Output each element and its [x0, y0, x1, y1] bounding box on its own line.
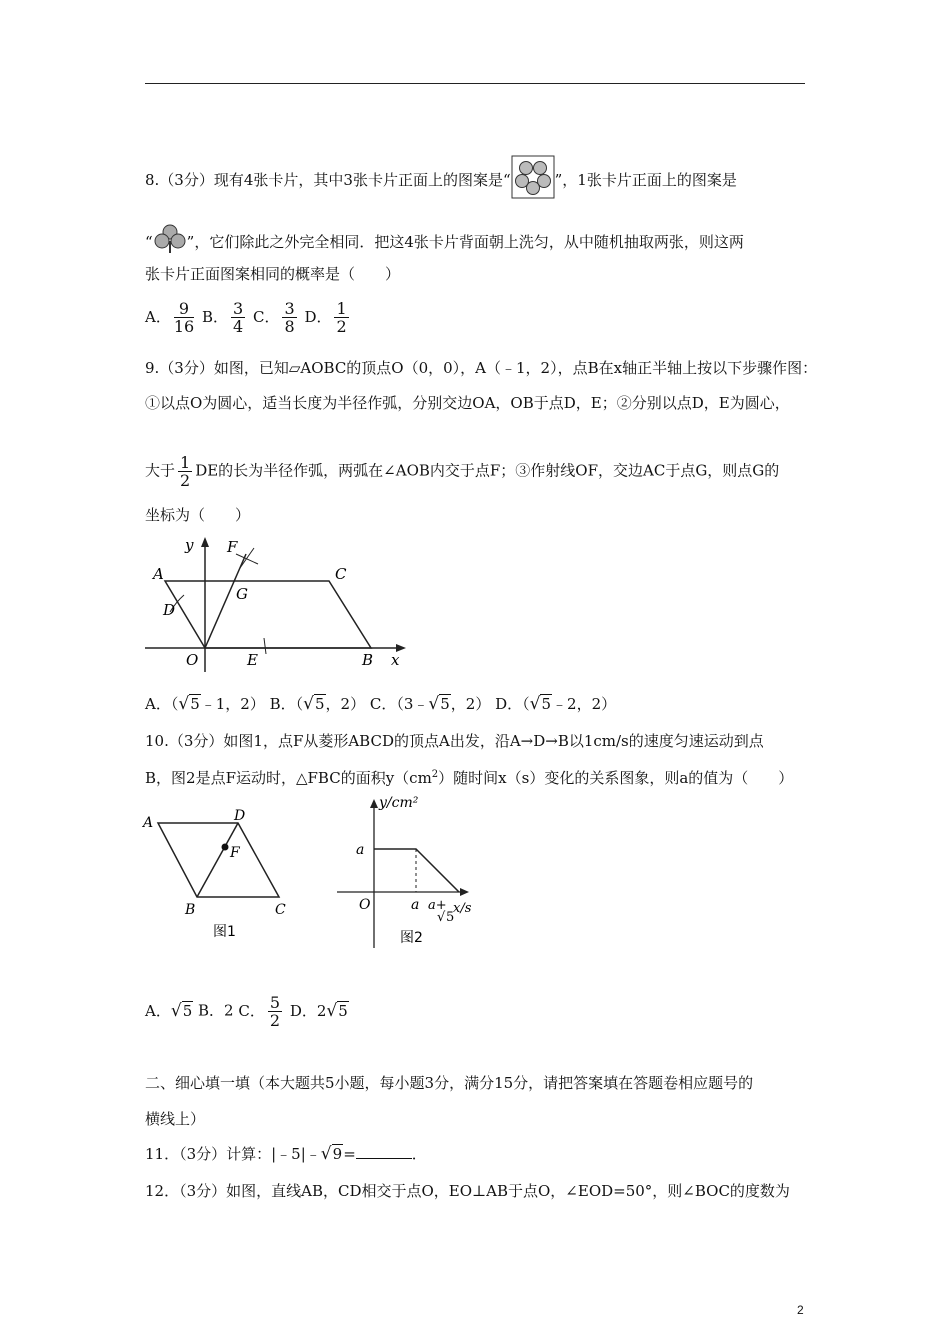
q9-text: 大于 — [145, 461, 176, 480]
label-x: x — [391, 651, 400, 669]
tail: ﹣1，2） — [200, 695, 265, 713]
section2-line1: 二、细心填一填（本大题共5小题，每小题3分，满分15分，请把答案填在答题卷相应题号的 — [145, 1074, 754, 1092]
label-f: F — [227, 538, 238, 556]
denominator: 2 — [336, 317, 347, 336]
label: C． — [252, 307, 280, 326]
q10-option-a[interactable] — [145, 1002, 193, 1020]
q10-option-b[interactable] — [198, 1002, 234, 1020]
numerator: 1 — [336, 299, 347, 318]
label: D．（ — [495, 695, 530, 713]
q8-text-b: ”，1张卡片正面上的图案是 — [554, 171, 737, 189]
fraction — [282, 300, 296, 335]
q9-line2: ①以点O为圆心，适当长度为半径作弧，分别交边OA，OB于点D，E；②分别以点D，E为圆心， — [145, 394, 790, 412]
fraction — [174, 300, 194, 335]
parallelogram-aobc — [165, 581, 371, 648]
q8-line1 — [145, 155, 737, 199]
q8-option-c[interactable] — [252, 299, 300, 336]
denominator: 2 — [180, 471, 191, 490]
figure-caption: 图1 — [213, 924, 236, 940]
fraction — [231, 300, 245, 335]
tail: ，2） — [450, 695, 491, 713]
q9-option-d[interactable] — [495, 695, 616, 713]
fraction — [268, 994, 282, 1029]
q9-option-c[interactable] — [370, 695, 490, 713]
sqrt-symbol: √ — [437, 910, 446, 925]
numerator: 1 — [180, 453, 191, 472]
q10-options — [145, 994, 349, 1029]
sqrt: √5 — [178, 694, 200, 714]
label-b: B — [362, 651, 374, 669]
label: C．（3﹣ — [369, 695, 429, 713]
point-f — [222, 844, 229, 851]
label-c: C — [335, 565, 347, 583]
label-b: B — [185, 902, 196, 918]
q8-line2 — [145, 223, 744, 255]
q10-figure-2 — [332, 790, 482, 960]
tail: ﹣2，2） — [552, 695, 617, 713]
figure-caption: 图2 — [400, 930, 423, 946]
q10-option-d[interactable] — [290, 1002, 349, 1020]
y-axis-arrow — [370, 799, 378, 808]
label-o: O — [359, 897, 371, 913]
label-a-y: a — [356, 842, 365, 858]
q9-text-b: DE的长为半径作弧，两弧在∠AOB内交于点F；③作射线OF，交边AC于点G，则点G的 — [195, 461, 780, 480]
sqrt: √9 — [320, 1144, 343, 1164]
q8-quote: “ — [145, 233, 153, 251]
label: C． — [238, 1001, 265, 1020]
label-d: D — [234, 808, 246, 824]
radicand: 5 — [440, 695, 450, 713]
page-number: 2 — [797, 1303, 804, 1317]
answer-blank[interactable] — [356, 1144, 412, 1159]
denominator: 8 — [284, 317, 295, 336]
q8-text: 8.（3分）现有4张卡片，其中3张卡片正面上的图案是“ — [145, 171, 511, 189]
arc-e — [264, 638, 266, 654]
q10-line2 — [145, 765, 793, 788]
y-axis-arrow — [201, 537, 209, 547]
label-a: A — [143, 815, 154, 831]
label-e: E — [247, 651, 258, 669]
q10-figure-1 — [140, 805, 300, 945]
radicand: 5 — [338, 1001, 348, 1020]
section2-line2: 横线上） — [145, 1110, 206, 1128]
y-label: y/cm² — [379, 795, 419, 811]
q9-options — [145, 694, 616, 714]
sqrt: √5 — [303, 694, 325, 714]
label-a-plus: a+ — [428, 898, 447, 913]
label-d: D — [163, 601, 176, 619]
radicand: 5 — [182, 1001, 193, 1020]
arc-f2 — [240, 548, 254, 568]
radicand: 5 — [541, 695, 552, 713]
superscript: 2 — [431, 769, 439, 780]
label-g: G — [236, 585, 248, 603]
q10-text-b: ）随时间x（s）变化的关系图象，则a的值为（ ） — [438, 769, 794, 787]
q8-option-b[interactable] — [201, 299, 248, 336]
label-a-x: a — [411, 897, 420, 913]
trefoil-card-icon — [153, 223, 187, 255]
period: ． — [411, 1145, 427, 1163]
q10-line1: 10.（3分）如图1，点F从菱形ABCD的顶点A出发，沿A→D→B以1cm/s的速度匀速运动到点 — [145, 732, 764, 750]
label: D． — [304, 307, 332, 326]
sqrt: √5 — [529, 694, 552, 714]
q8-line3: 张卡片正面图案相同的概率是（ ） — [145, 265, 401, 283]
q9-option-a[interactable] — [145, 695, 265, 713]
label-o: O — [186, 651, 199, 669]
four-circles-card-icon — [511, 155, 555, 199]
arc-f1 — [236, 554, 258, 564]
fraction — [178, 454, 192, 489]
label-y: y — [185, 536, 194, 554]
label: B．（ — [269, 695, 304, 713]
q10-option-c[interactable] — [238, 993, 285, 1030]
q8-option-a[interactable] — [145, 299, 197, 336]
header-rule — [145, 83, 805, 84]
x-label: x/s — [453, 901, 472, 916]
numerator: 3 — [284, 299, 295, 318]
sqrt: √5 — [170, 1000, 193, 1021]
sqrt: √5 — [428, 694, 450, 714]
label: A． — [145, 1001, 171, 1020]
tail: ，2） — [325, 695, 366, 713]
q10-text: B，图2是点F运动时，△FBC的面积y（cm — [145, 769, 432, 787]
sqrt: √5 — [326, 1000, 348, 1021]
q12: 12．（3分）如图，直线AB，CD相交于点O，EO⊥AB于点O，∠EOD=50°，则∠BOC的度数为 — [145, 1182, 790, 1200]
equals: = — [343, 1145, 356, 1163]
numerator: 3 — [233, 299, 244, 318]
label: A． — [145, 307, 171, 326]
numerator: 9 — [174, 300, 194, 318]
radicand: 5 — [190, 695, 200, 713]
denominator: 4 — [233, 317, 244, 336]
q9-line3 — [145, 454, 779, 489]
q8-text-c: ”，它们除此之外完全相同．把这4张卡片背面朝上洗匀，从中随机抽取两张，则这两 — [186, 233, 744, 251]
radicand: 9 — [332, 1145, 343, 1163]
denominator: 16 — [173, 317, 195, 336]
q9-line1: 9.（3分）如图，已知▱AOBC的顶点O（0，0），A（﹣1，2），点B在x轴正半轴上按以下步骤作图： — [145, 359, 818, 377]
label-sqrt5: 5 — [446, 910, 455, 925]
rhombus-abcd — [158, 823, 279, 897]
numerator: 5 — [269, 993, 281, 1012]
label-f: F — [230, 845, 240, 861]
label-c: C — [275, 902, 286, 918]
q11-text: 11．（3分）计算：|﹣5|﹣ — [145, 1145, 321, 1163]
fraction — [334, 300, 348, 335]
q8-options — [145, 300, 352, 335]
denominator: 2 — [269, 1011, 281, 1030]
radicand: 5 — [314, 695, 325, 713]
label-a: A — [153, 565, 164, 583]
q9-line4: 坐标为（ ） — [145, 506, 251, 524]
label: B． — [201, 307, 229, 326]
x-axis-arrow — [460, 888, 469, 896]
q9-option-b[interactable] — [270, 695, 365, 713]
label: D．2 — [289, 1001, 327, 1020]
q9-figure — [140, 532, 415, 677]
q8-option-d[interactable] — [304, 299, 351, 336]
q11 — [145, 1144, 427, 1164]
label: B．2 — [198, 1001, 234, 1020]
label: A．（ — [145, 695, 179, 713]
